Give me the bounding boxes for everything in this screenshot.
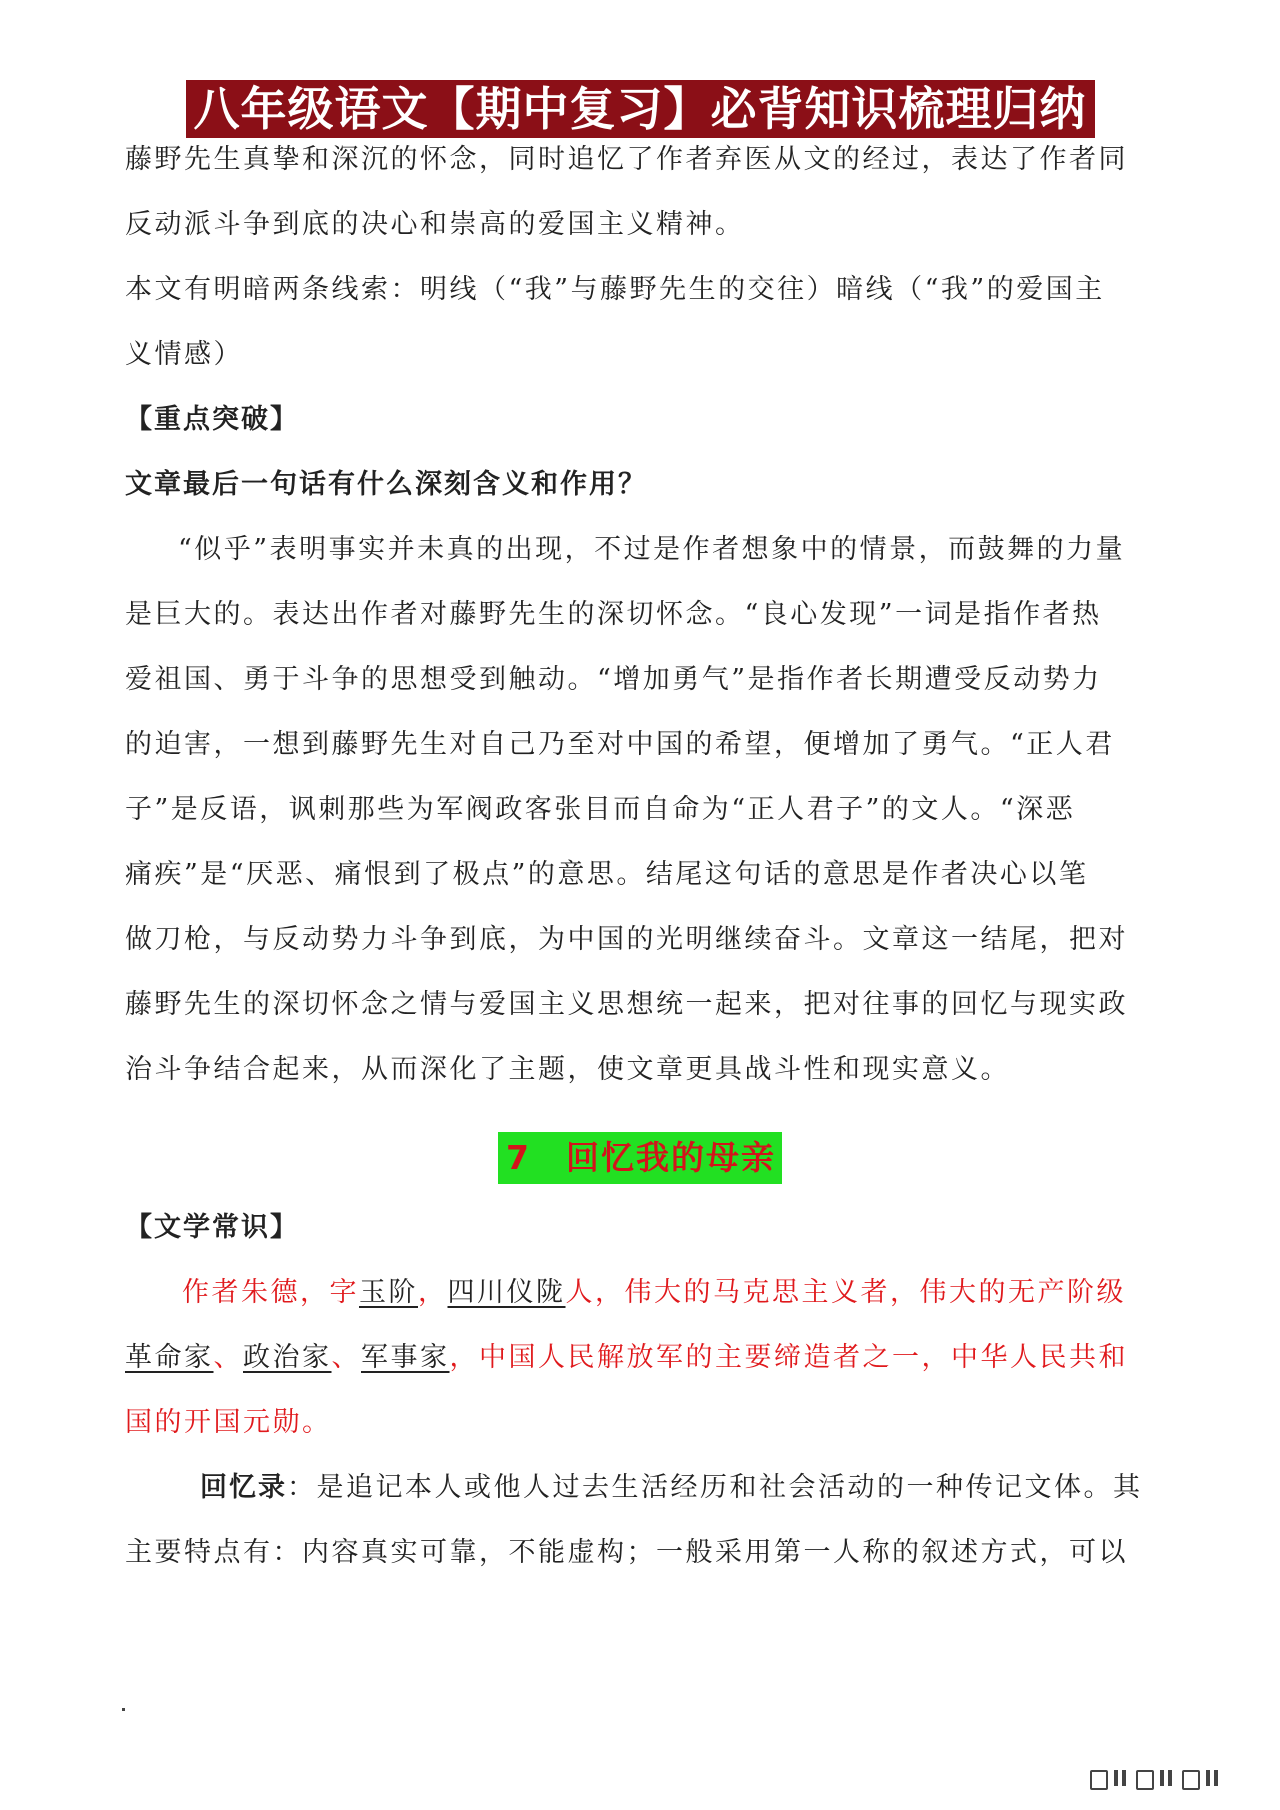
memoir-line2: 主要特点有：内容真实可靠，不能虚构；一般采用第一人称的叙述方式，可以 — [125, 1537, 1128, 1568]
page-icon[interactable] — [1136, 1770, 1154, 1790]
section-title: 7 回忆我的母亲 — [498, 1132, 782, 1184]
answer-line: 的迫害，一想到藤野先生对自己乃至对中国的希望，便增加了勇气。“正人君 — [125, 729, 1115, 760]
answer-line: 治斗争结合起来，从而深化了主题，使文章更具战斗性和现实意义。 — [125, 1054, 1010, 1085]
author-role: 政治家 — [243, 1342, 332, 1373]
clue-line2: 义情感） — [125, 339, 243, 370]
lit-heading: 【文学常识】 — [125, 1212, 299, 1243]
stray-mark — [122, 1708, 125, 1711]
page-title: 八年级语文【期中复习】必背知识梳理归纳 — [186, 80, 1095, 138]
answer-line: 是巨大的。表达出作者对藤野先生的深切怀念。“良心发现”一词是指作者热 — [125, 599, 1102, 630]
answer-line: 爱祖国、勇于斗争的思想受到触动。“增加勇气”是指作者长期遭受反动势力 — [125, 664, 1102, 695]
author-hometown: 四川仪陇 — [447, 1277, 566, 1308]
author-text: 、 — [331, 1342, 361, 1373]
answer-line: 痛疾”是“厌恶、痛恨到了极点”的意思。结尾这句话的意思是作者决心以笔 — [125, 859, 1089, 890]
grip-icon — [1122, 1770, 1126, 1786]
answer-line: 子”是反语，讽刺那些为军阀政客张目而自命为“正人君子”的文人。“深恶 — [125, 794, 1076, 825]
author-text: 、 — [213, 1342, 243, 1373]
section-wrap — [0, 1132, 1280, 1184]
author-line1 — [182, 1273, 1222, 1313]
author-role: 革命家 — [125, 1342, 214, 1373]
answer-line: 做刀枪，与反动势力斗争到底，为中国的光明继续奋斗。文章这一结尾，把对 — [125, 924, 1128, 955]
clue-line1: 本文有明暗两条线索：明线（“我”与藤野先生的交往）暗线（“我”的爱国主 — [125, 274, 1105, 305]
grip-icon — [1206, 1770, 1210, 1786]
author-text: 人，伟大的马克思主义者，伟大的无产阶级 — [565, 1277, 1126, 1308]
author-line3: 国的开国元勋。 — [125, 1407, 332, 1438]
author-line2 — [125, 1338, 1165, 1378]
answer-line: 藤野先生的深切怀念之情与爱国主义思想统一起来，把对往事的回忆与现实政 — [125, 989, 1128, 1020]
author-courtesy-name: 玉阶 — [359, 1277, 418, 1308]
answer-line: “似乎”表明事实并未真的出现，不过是作者想象中的情景，而鼓舞的力量 — [178, 534, 1126, 565]
viewer-toolbar — [1090, 1768, 1250, 1788]
para1-line1: 藤野先生真挚和深沉的怀念，同时追忆了作者弃医从文的经过，表达了作者同 — [125, 144, 1128, 175]
memoir-line1 — [200, 1468, 1240, 1508]
grip-icon — [1114, 1770, 1118, 1786]
grip-icon — [1160, 1770, 1164, 1786]
author-text: ， — [418, 1277, 448, 1308]
grip-icon — [1214, 1770, 1218, 1786]
grip-icon — [1168, 1770, 1172, 1786]
page-icon[interactable] — [1090, 1770, 1108, 1790]
memoir-term: 回忆录 — [200, 1472, 287, 1503]
question: 文章最后一句话有什么深刻含义和作用？ — [125, 469, 647, 500]
title-wrap — [0, 80, 1280, 138]
author-text: 作者朱德，字 — [182, 1277, 359, 1308]
author-text: ，中国人民解放军的主要缔造者之一，中华人民共和 — [449, 1342, 1128, 1373]
author-role: 军事家 — [361, 1342, 450, 1373]
key-heading: 【重点突破】 — [125, 404, 299, 435]
para1-line2: 反动派斗争到底的决心和崇高的爱国主义精神。 — [125, 209, 745, 240]
memoir-text: ：是追记本人或他人过去生活经历和社会活动的一种传记文体。其 — [287, 1472, 1143, 1503]
page-icon[interactable] — [1182, 1770, 1200, 1790]
